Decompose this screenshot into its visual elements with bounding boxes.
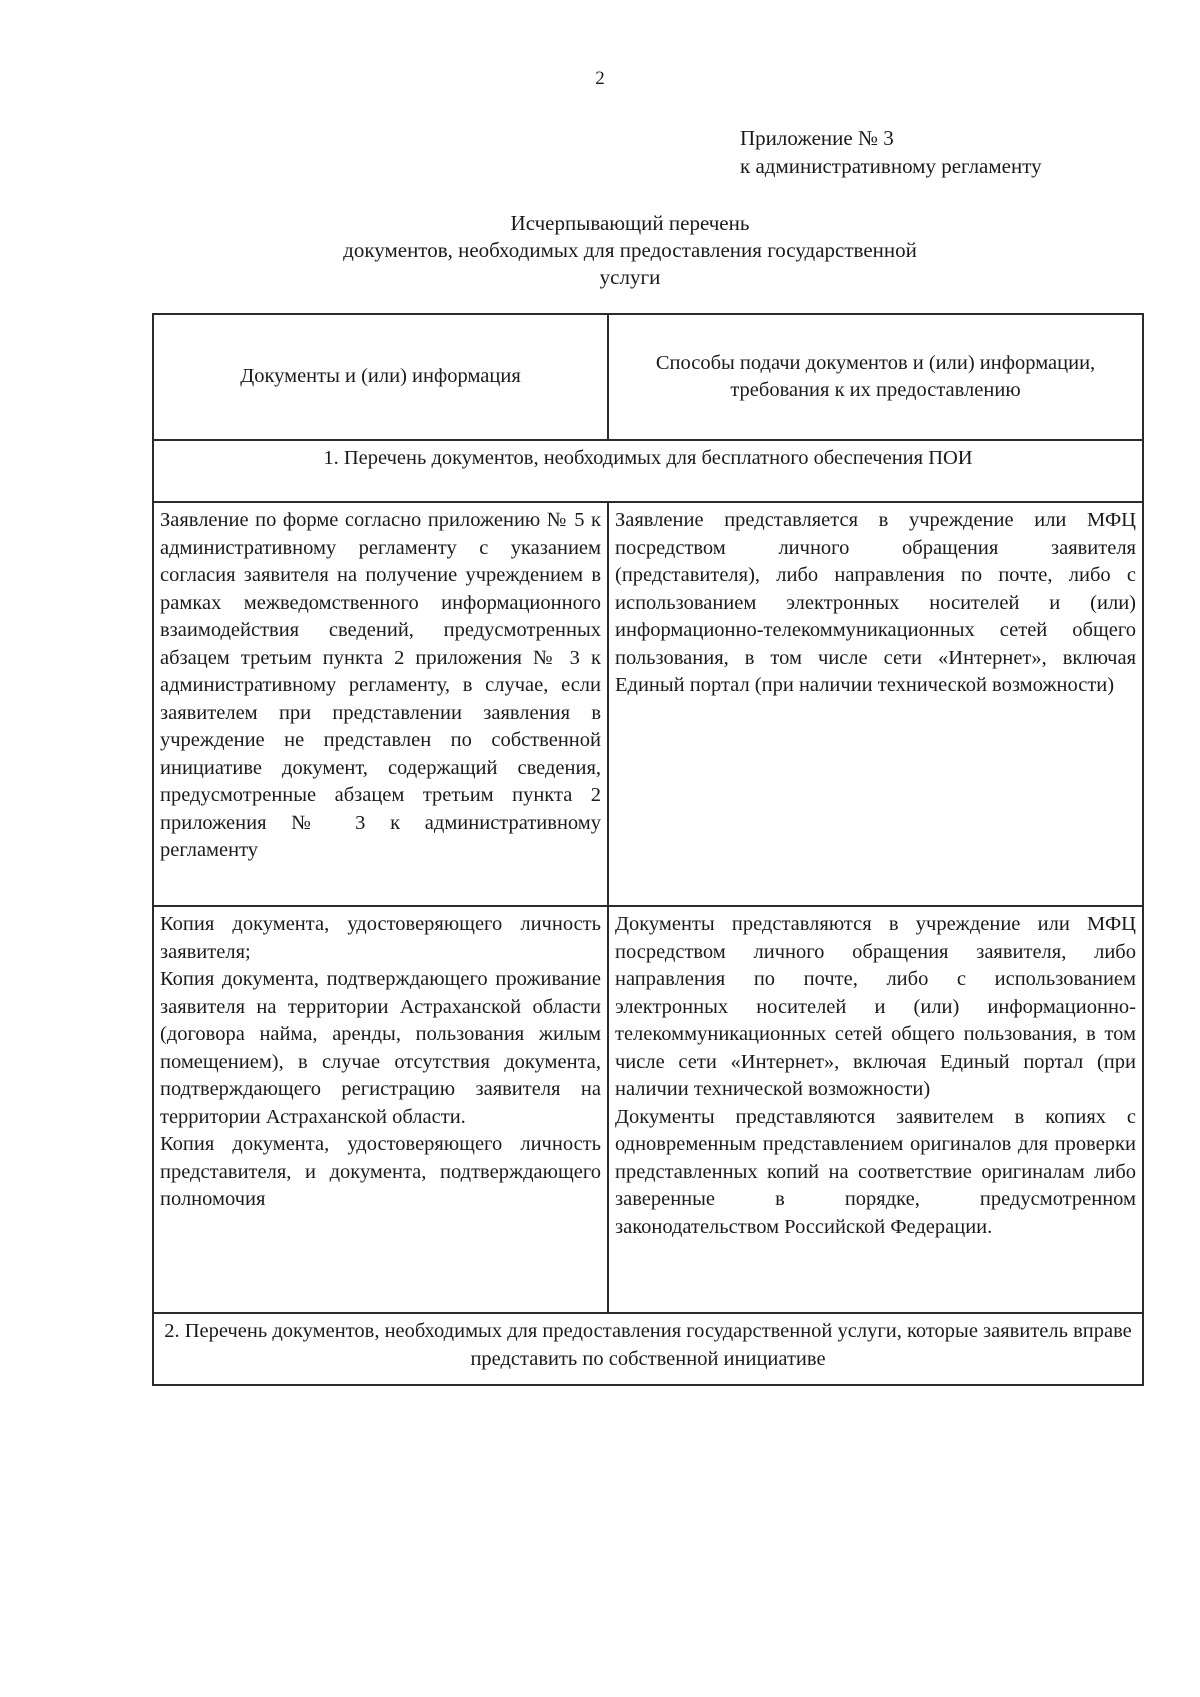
row-2-methods	[608, 906, 1143, 1313]
row-2-documents-paragraph-2: Копия документа, подтверждающего проживание заявителя на территории Астраханской области (договора найма, аренды, пользования жилым помещением), в случае отсутствия документа, подтверждающего регистрацию заявителя на территории Астраханской области.	[160, 968, 601, 1128]
table-row	[153, 502, 1143, 906]
document-title	[300, 210, 960, 291]
appendix-reference	[740, 124, 1042, 180]
header-documents: Документы и (или) информация	[153, 314, 608, 440]
row-2-methods-paragraph-2: Документы представляются заявителем в копиях с одновременным представлением оригиналов для проверки представленных копий на соответствие оригиналам либо заверенные в порядке, предусмотренном законодательством Российской Федерации.	[615, 1105, 1136, 1238]
page-number: 2	[595, 68, 605, 89]
row-2-documents-paragraph-3: Копия документа, удостоверяющего личность представителя, и документа, подтверждающего полномочия	[160, 1133, 601, 1210]
section-row	[153, 440, 1143, 502]
table-header-row	[153, 314, 1143, 440]
documents-table	[152, 313, 1144, 1386]
appendix-line-2: к административному регламенту	[740, 154, 1042, 178]
appendix-line-1: Приложение № 3	[740, 126, 894, 150]
row-1-documents: Заявление по форме согласно приложению № 5 к административному регламенту с указанием согласия заявителя на получение учреждением в рамках межведомственного информационного взаимодействия сведений, предусмотренных абзацем третьим пункта 2 приложения № 3 к административному регламенту, в случае, если заявителем при представлении заявления в учреждение не представлен по собственной инициативе документ, содержащий сведения, предусмотренные абзацем третьим пункта 2 приложения № 3 к административному регламенту	[153, 502, 608, 906]
header-submission-methods: Способы подачи документов и (или) информации, требования к их предоставлению	[608, 314, 1143, 440]
row-2-methods-paragraph-1: Документы представляются в учреждение или МФЦ посредством личного обращения заявителя, либо направления по почте, либо с использованием электронных носителей и (или) информационно-телекоммуникационных сетей общего пользования, в том числе сети «Интернет», включая Единый портал (при наличии технической возможности)	[615, 913, 1136, 1100]
section-2-heading: 2. Перечень документов, необходимых для предоставления государственной услуги, которые заявитель вправе представить по собственной инициативе	[153, 1313, 1143, 1385]
title-line-3: услуги	[599, 265, 661, 289]
table-row	[153, 906, 1143, 1313]
section-row	[153, 1313, 1143, 1385]
row-1-methods: Заявление представляется в учреждение или МФЦ посредством личного обращения заявителя (представителя), либо направления по почте, либо с использованием электронных носителей и (или) информационно-телекоммуникационных сетей общего пользования, в том числе сети «Интернет», включая Единый портал (при наличии технической возможности)	[608, 502, 1143, 906]
title-line-2: документов, необходимых для предоставления государственной	[343, 238, 917, 262]
section-1-heading: 1. Перечень документов, необходимых для бесплатного обеспечения ПОИ	[153, 440, 1143, 502]
row-2-documents-paragraph-1: Копия документа, удостоверяющего личность заявителя;	[160, 913, 601, 963]
title-line-1: Исчерпывающий перечень	[510, 211, 750, 235]
row-2-documents	[153, 906, 608, 1313]
